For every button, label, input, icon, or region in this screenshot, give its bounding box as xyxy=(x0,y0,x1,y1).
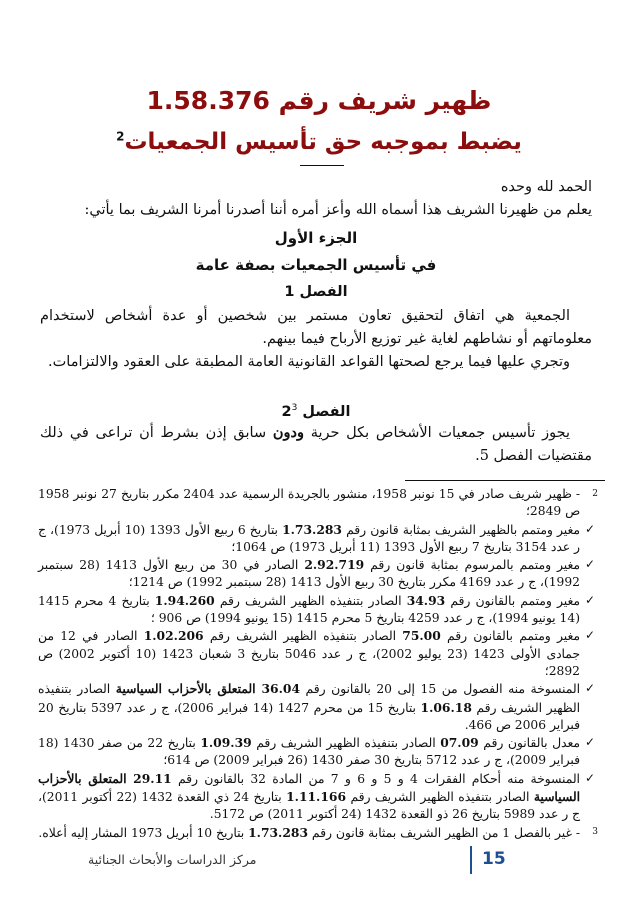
decree-subtitle xyxy=(0,129,638,155)
footnote-item: ✓ مغير ومتمم بالمرسوم بمثابة قانون رقم 2.92.719 الصادر في 30 من ربيع الأول 1413 (28 سبتمبر 1992)، ج ر عدد 4169 مكرر بتاريخ 30 ربيع الأول 1413 (28 سبتمبر 1992) ص 1214؛ xyxy=(38,557,595,590)
chapter-1-heading: الفصل 1 xyxy=(284,284,348,300)
footnote-item: ✓ مغير ومتمم بالقانون رقم 34.93 الصادر بتنفيذه الظهير الشريف رقم 1.94.260 بتاريخ 4 محرم 1415 (14 يونيو 1994)، ج ر عدد 4259 بتاريخ 5 محرم 1415 (15 يونيو 1994) ص 906 ؛ xyxy=(38,592,595,626)
footnote-3: $^3$ - غير بالفصل 1 من الظهير الشريف بمثابة قانون رقم 1.73.283 بتاريخ 10 أبريل 1973 المشار إليه أعلاه. xyxy=(38,824,598,842)
checkmark-icon: ✓ xyxy=(584,681,595,696)
footer-divider xyxy=(470,846,472,874)
checkmark-icon: ✓ xyxy=(584,628,595,643)
chapter-2-bold-word: ودون xyxy=(272,424,304,441)
chapter-2-label: الفصل 2 xyxy=(281,403,351,420)
footnote-item: ✓ المنسوخة منه أحكام الفقرات 4 و 5 و 6 و 7 من المادة 32 بالقانون رقم 29.11 المتعلق بالأحزاب السياسية الصادر بتنفيذه الظهير الشريف رقم 1.11.166 بتاريخ 24 ذي القعدة 1432 (22 أكتوبر 2011)، ج ر عدد 5989 بتاريخ 26 ذو القعدة 1432 (24 أكتوبر 2011) ص 5172. xyxy=(38,770,595,822)
checkmark-icon: ✓ xyxy=(584,770,595,785)
decree-subtitle-text: يضبط بموجبه حق تأسيس الجمعيات xyxy=(124,129,522,155)
footnote-item: ✓ مغير ومتمم بالظهير الشريف بمثابة قانون رقم 1.73.283 بتاريخ 6 ربيع الأول 1393 (10 أبريل 1973)، ج ر عدد 3154 بتاريخ 7 ربيع الأول 1393 (11 أبريل 1973) ص 1064؛ xyxy=(38,521,595,554)
chapter-1-paragraph: الجمعية هي اتفاق لتحقيق تعاون مستمر بين شخصين أو عدة أشخاص لاستخدام معلوماتهم أو نشاطهم لغاية غير توزيع الأرباح فيما بينهم. xyxy=(40,308,592,347)
chapter-1-paragraph-2: وتجري عليها فيما يرجع لصحتها القواعد القانونية العامة المطبقة على العقود والالتزامات. xyxy=(48,354,570,370)
chapter-2-footnote-ref: 3 xyxy=(291,403,298,413)
publisher-label: مركز الدراسات والأبحاث الجنائية xyxy=(88,852,257,867)
chapter-2-text-a: يجوز تأسيس جمعيات الأشخاص بكل حرية xyxy=(303,425,570,441)
page-number: 15 xyxy=(482,849,506,869)
chapter-2-paragraph xyxy=(40,421,592,468)
decree-title: ظهير شريف رقم 1.58.376 xyxy=(146,86,492,115)
checkmark-icon: ✓ xyxy=(584,735,595,750)
footnote-2 xyxy=(38,486,598,521)
part-title: الجزء الأول xyxy=(274,229,358,247)
checkmark-icon: ✓ xyxy=(584,521,595,536)
checkmark-icon: ✓ xyxy=(584,557,595,572)
chapter-2-heading xyxy=(40,397,592,424)
footnote-divider xyxy=(405,480,605,481)
footnotes-section xyxy=(38,486,598,842)
footnote-item: ✓ مغير ومتمم بالقانون رقم 75.00 الصادر بتنفيذه الظهير الشريف رقم 1.02.206 الصادر في 12 من جمادى الأولى 1423 (23 يوليو 2002)، ج ر عدد 5046 بتاريخ 3 شعبان 1423 (10 أكتوبر 2002) ص 2892؛ xyxy=(38,628,595,678)
footnote-2-text: - ظهير شريف صادر في 15 نونبر 1958، منشور بالجريدة الرسمية عدد 2404 مكرر بتاريخ 27 نونبر 1958 ص 2849؛ xyxy=(38,487,581,519)
preamble: يعلم من ظهيرنا الشريف هذا أسماه الله وأعز أمره أننا أصدرنا أمرنا الشريف بما يأتي: xyxy=(84,202,592,218)
footnote-2-mark: 2 xyxy=(592,489,598,499)
title-divider xyxy=(300,165,344,166)
footnote-item: ✓ المنسوخة منه الفصول من 15 إلى 20 بالقانون رقم 36.04 المتعلق بالأحزاب السياسية الصادر بتنفيذه الظهير الشريف رقم 1.06.18 بتاريخ 15 من محرم 1427 (14 فبراير 2006)، ج ر عدد 5397 بتاريخ 20 فبراير 2006 ص 466. xyxy=(38,681,595,732)
praise-line: الحمد لله وحده xyxy=(500,179,592,195)
footnote-3-mark: 3 xyxy=(592,826,598,837)
checkmark-icon: ✓ xyxy=(584,592,595,607)
subtitle-footnote-ref: 2 xyxy=(116,129,125,144)
chapter-2-text-b: سابق إذن بشرط أن تراعى في ذلك مقتضيات الفصل 5. xyxy=(40,425,592,464)
part-subtitle: في تأسيس الجمعيات بصفة عامة xyxy=(195,256,437,274)
footnote-item: ✓ معدل بالقانون رقم 07.09 الصادر بتنفيذه الظهير الشريف رقم 1.09.39 بتاريخ 22 من صفر 1430 (18 فبراير 2009)، ج ر عدد 5712 بتاريخ 30 صفر 1430 (26 فبراير 2009) ص 614؛ xyxy=(38,735,595,768)
